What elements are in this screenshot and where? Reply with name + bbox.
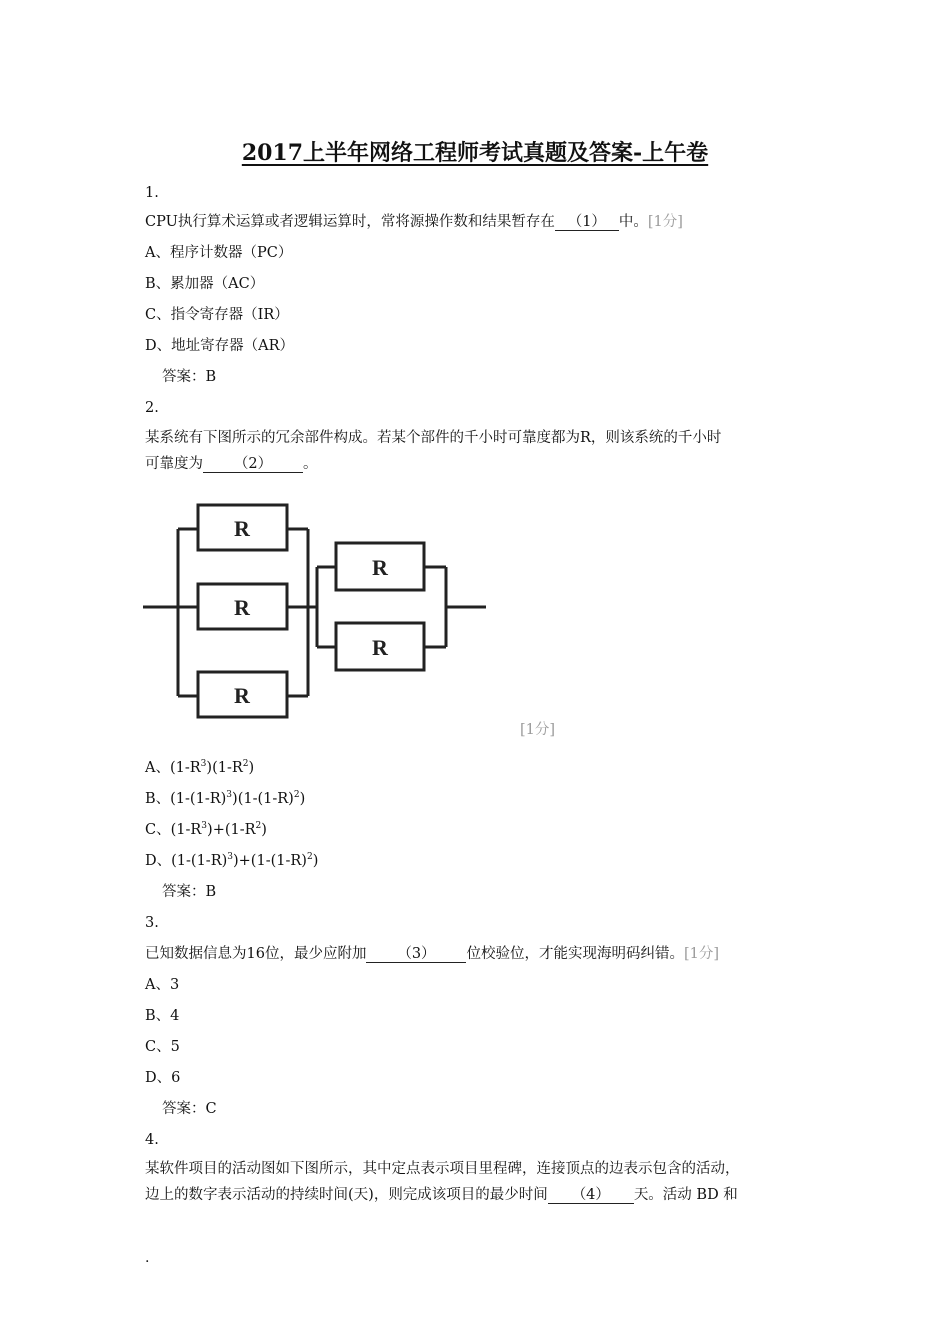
- answer-blank: （3）: [366, 946, 466, 963]
- answer-blank: （1）: [555, 214, 619, 231]
- answer: 答案：B: [162, 884, 217, 900]
- option-c: C、指令寄存器（IR）: [145, 307, 289, 323]
- option-d: D、$(1-(1-R)^3)+(1-(1-R)^2)$: [145, 852, 319, 869]
- option-d: D、地址寄存器（AR）: [145, 338, 295, 354]
- option-b: B、4: [145, 1008, 180, 1024]
- question-stem: 已知数据信息为16位，最少应附加 （3） 位校验位，才能实现海明码纠错。[1分]: [145, 946, 719, 962]
- component-label: R: [234, 516, 250, 541]
- footer-mark: .: [145, 1250, 150, 1266]
- question-number: 4.: [145, 1132, 159, 1148]
- question-stem-line1: 某软件项目的活动图如下图所示，其中定点表示项目里程碑，连接顶点的边表示包含的活动，: [145, 1161, 740, 1177]
- question-number: 3.: [145, 915, 159, 931]
- question-number: 1.: [145, 185, 159, 201]
- component-label: R: [234, 683, 250, 708]
- question-number: 2.: [145, 400, 159, 416]
- doc-title: 2017上半年网络工程师考试真题及答案-上午卷: [241, 140, 709, 166]
- option-d: D、6: [145, 1070, 181, 1086]
- question-stem-line2: 可靠度为 （2） 。: [145, 456, 318, 472]
- question-stem: CPU执行算术运算或者逻辑运算时，常将源操作数和结果暂存在 （1） 中。[1分]: [145, 214, 683, 230]
- component-label: R: [372, 555, 388, 580]
- option-a: A、$(1-R^3)(1-R^2)$: [145, 759, 255, 776]
- answer-blank: （2）: [203, 456, 303, 473]
- answer-blank: （4）: [548, 1187, 634, 1204]
- option-b: B、$(1-(1-R)^3)(1-(1-R)^2)$: [145, 790, 306, 807]
- score-label: [1分]: [683, 946, 719, 962]
- score-label: [1分]: [520, 722, 556, 738]
- answer: 答案：B: [162, 369, 217, 385]
- score-label: [1分]: [647, 214, 683, 230]
- redundancy-diagram: [143, 496, 488, 728]
- option-a: A、3: [145, 977, 180, 993]
- question-stem-line1: 某系统有下图所示的冗余部件构成。若某个部件的千小时可靠度都为R，则该系统的千小时: [145, 430, 722, 446]
- component-label: R: [234, 595, 250, 620]
- option-c: C、5: [145, 1039, 180, 1055]
- option-c: C、$(1-R^3)+(1-R^2)$: [145, 821, 267, 838]
- question-stem-line2: 边上的数字表示活动的持续时间(天)，则完成该项目的最少时间 （4） 天。活动 BD 和: [145, 1187, 738, 1203]
- answer: 答案：C: [162, 1101, 217, 1117]
- option-b: B、累加器（AC）: [145, 276, 265, 292]
- component-label: R: [372, 635, 388, 660]
- option-a: A、程序计数器（PC）: [145, 245, 293, 261]
